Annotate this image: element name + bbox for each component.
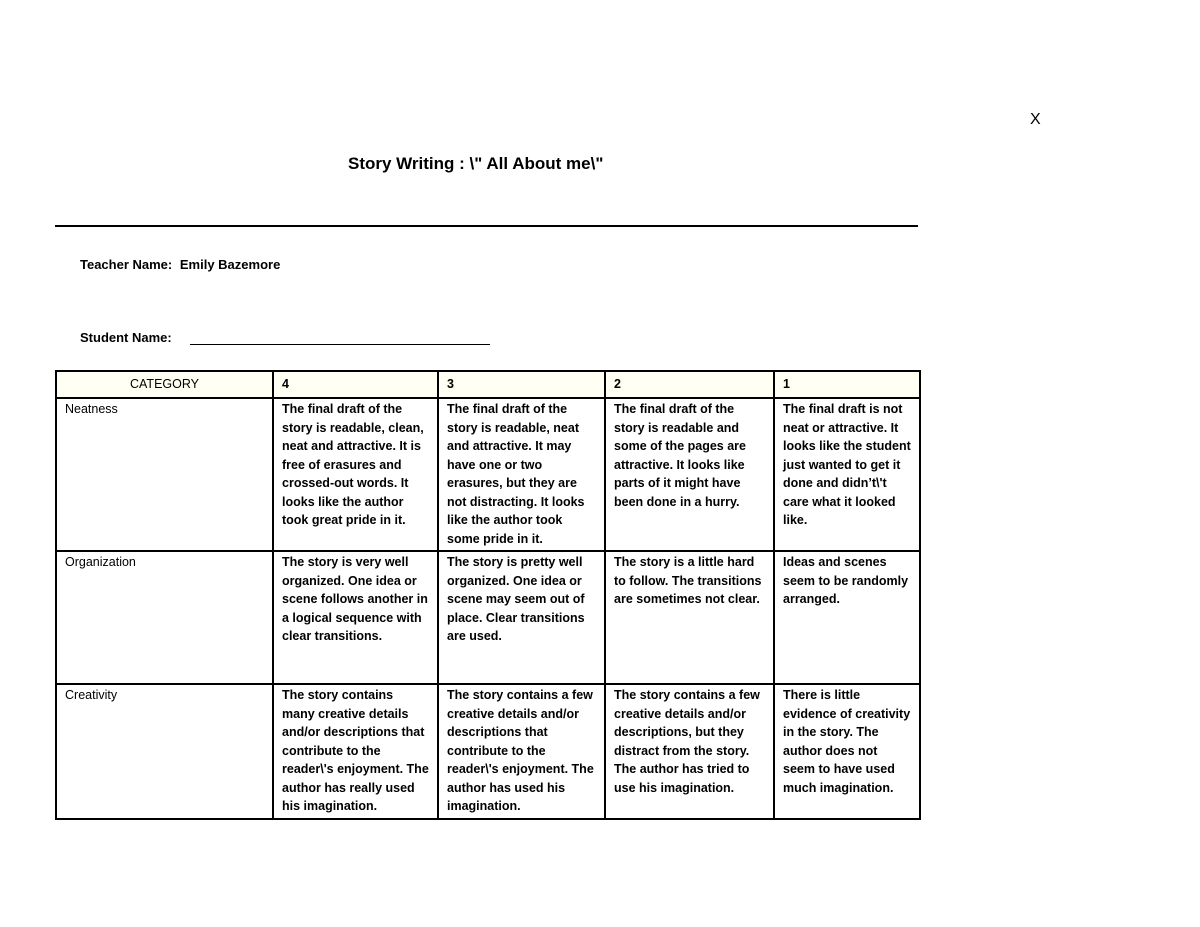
close-mark: X (1030, 111, 1041, 128)
title-divider (55, 225, 918, 227)
student-name-blank[interactable] (190, 344, 490, 345)
teacher-name-value: Emily Bazemore (179, 257, 281, 272)
criteria-cell: The story contains a few creative details and/or descriptions that contribute to the reader\'s enjoyment. The author has used his imagination. (438, 684, 605, 819)
criteria-cell: Ideas and scenes seem to be randomly arranged. (774, 551, 920, 684)
page-title: Story Writing : \" All About me\" (348, 154, 604, 173)
teacher-name-line (80, 257, 280, 272)
rubric-row-neatness (56, 398, 920, 551)
teacher-name-label: Teacher Name: (80, 257, 173, 272)
criteria-cell: The final draft of the story is readable, neat and attractive. It may have one or two erasures, but they are not distracting. It looks like the author took some pride in it. (438, 398, 605, 551)
rubric-row-creativity (56, 684, 920, 819)
criteria-cell: The story contains a few creative details and/or descriptions, but they distract from the story. The author has tried to use his imagination. (605, 684, 774, 819)
student-name-label: Student Name: (80, 330, 172, 345)
criteria-cell: The story is very well organized. One idea or scene follows another in a logical sequence with clear transitions. (273, 551, 438, 684)
header-score-3: 3 (438, 371, 605, 398)
header-score-1: 1 (774, 371, 920, 398)
header-category: CATEGORY (56, 371, 273, 398)
criteria-cell: The story contains many creative details and/or descriptions that contribute to the reader\'s enjoyment. The author has really used his imagination. (273, 684, 438, 819)
rubric-header-row (56, 371, 920, 398)
rubric-row-organization (56, 551, 920, 684)
category-cell: Neatness (56, 398, 273, 551)
header-score-4: 4 (273, 371, 438, 398)
criteria-cell: The final draft of the story is readable, clean, neat and attractive. It is free of erasures and crossed-out words. It looks like the author took great pride in it. (273, 398, 438, 551)
header-score-2: 2 (605, 371, 774, 398)
criteria-cell: The final draft is not neat or attractive. It looks like the student just wanted to get it done and didn’t\'t care what it looked like. (774, 398, 920, 551)
rubric-table (55, 370, 921, 820)
criteria-cell: There is little evidence of creativity in the story. The author does not seem to have used much imagination. (774, 684, 920, 819)
category-cell: Organization (56, 551, 273, 684)
category-cell: Creativity (56, 684, 273, 819)
criteria-cell: The final draft of the story is readable and some of the pages are attractive. It looks like parts of it might have been done in a hurry. (605, 398, 774, 551)
criteria-cell: The story is a little hard to follow. The transitions are sometimes not clear. (605, 551, 774, 684)
criteria-cell: The story is pretty well organized. One idea or scene may seem out of place. Clear transitions are used. (438, 551, 605, 684)
